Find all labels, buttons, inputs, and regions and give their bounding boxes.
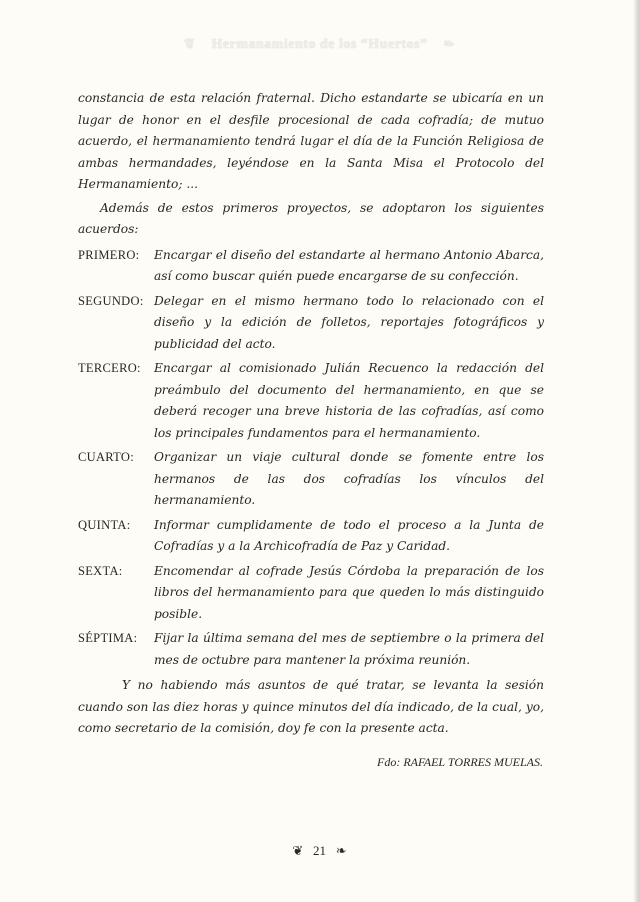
agreement-key: PRIMERO: <box>78 247 140 262</box>
agreement-text: Organizar un viaje cultural donde se fomente entre los hermanos de las dos cofradías los vínculos del hermanamiento. <box>154 450 544 507</box>
agreement-text: Encomendar al cofrade Jesús Córdoba la preparación de los libros del hermanamiento para que queden lo más distinguido posible. <box>154 563 544 621</box>
agreement-key: SÉPTIMA: <box>78 631 138 645</box>
closing-paragraph: Y no habiendo más asuntos de qué tratar, se levanta la sesión cuando son las diez horas y quince minutos del día indicado, de la cual, yo, como secretario de la comisión, doy fe con la presente acta. <box>78 678 544 735</box>
agreement-text: Encargar el diseño del estandarte al hermano Antonio Abarca, así como buscar quién puede encargarse de su confección. <box>154 247 544 283</box>
document-body <box>78 88 544 740</box>
agreement-key: SEXTA: <box>78 563 123 578</box>
agreement-item <box>78 245 544 288</box>
header-title: Hermanamiento de los “Huertos” <box>211 37 428 52</box>
agreement-text: Encargar al comisionado Julián Recuenco la redacción del preámbulo del documento del hermanamiento, en que se deberá recoger una breve historia de las cofradías, así como los principales fundamentos para el hermanamiento. <box>154 361 544 440</box>
right-ornament-icon: ❧ <box>335 843 347 858</box>
agreement-key: CUARTO: <box>78 450 134 464</box>
agreement-text: Fijar la última semana del mes de septiembre o la primera del mes de octubre para mantener la próxima reunión. <box>154 631 544 667</box>
paragraph-continuation: constancia de esta relación fraternal. Dicho estandarte se ubicaría en un lugar de honor en el desfile procesional de cada cofradía; de mutuo acuerdo, el hermanamiento tendrá lugar el día de la Función Religiosa de ambas hermandades, leyéndose en la Santa Misa el Protocolo del Hermanamiento; ... <box>78 91 544 191</box>
page-number: 21 <box>313 843 326 858</box>
left-ornament-icon: ❦ <box>184 36 196 51</box>
agreement-item <box>78 561 544 626</box>
signature-line: Fdo: RAFAEL TORRES MUELAS. <box>377 755 543 769</box>
agreement-key: TERCERO: <box>78 361 141 375</box>
agreement-key: SEGUNDO: <box>78 293 144 308</box>
agreements-list <box>78 245 544 672</box>
running-header <box>0 36 639 53</box>
agreement-item <box>78 515 544 558</box>
right-ornament-icon: ❧ <box>443 36 455 51</box>
agreement-item <box>78 628 544 671</box>
agreement-text: Delegar en el mismo hermano todo lo relacionado con el diseño y la edición de folletos, reportajes fotográficos y publicidad del acto. <box>154 293 544 351</box>
agreement-item <box>78 358 544 444</box>
agreement-key: QUINTA: <box>78 517 131 532</box>
agreement-text: Informar cumplidamente de todo el proceso a la Junta de Cofradías y a la Archicofradía de Paz y Caridad. <box>154 517 544 553</box>
page-footer <box>0 843 639 859</box>
agreement-item <box>78 291 544 356</box>
paragraph-agreements-intro: Además de estos primeros proyectos, se adoptaron los siguientes acuerdos: <box>78 200 544 236</box>
agreement-item <box>78 447 544 512</box>
page-edge-shadow <box>633 0 639 902</box>
left-ornament-icon: ❦ <box>292 843 304 858</box>
